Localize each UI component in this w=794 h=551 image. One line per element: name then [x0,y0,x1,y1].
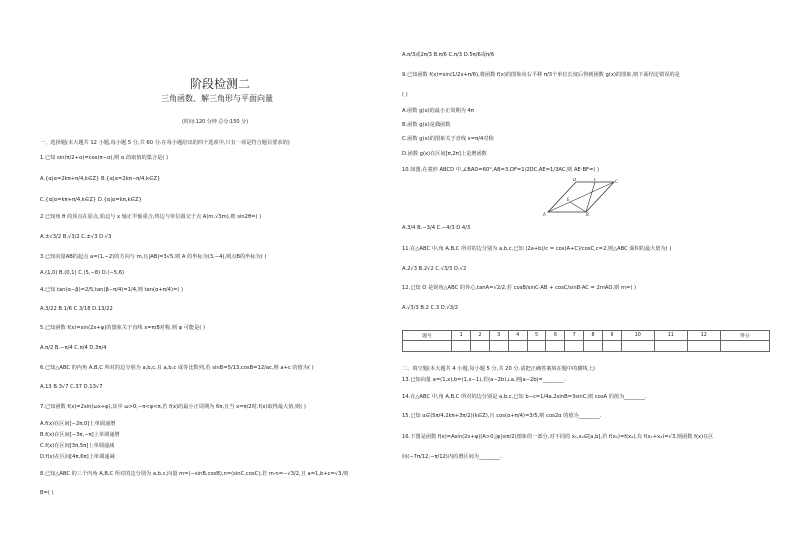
left-line: A.f(x)在区间[−2π,0]上单调递增 [40,421,116,427]
answer-cell[interactable] [654,341,687,352]
answer-cell[interactable] [602,341,621,352]
left-line: A.±√3/2 B.√3/2 C.±√3 D.√3 [40,234,112,240]
score-table-cell: 5 [527,331,546,341]
figure-label: A [543,212,546,217]
page-subtitle: 三角函数、解三角形与平面向量 [161,94,273,103]
right-line: 14.在△ABC 中,角 A,B,C 所对的边分别是 a,b,c,已知 b−c=1/4a,2sinB=3sinC,则 cosA 的值为________. [402,394,647,400]
page-title: 阶段检测二 [190,77,251,91]
left-line: 3.已知向量AB的起点 a=(1,−2)的方向与 m,且|AB|=3√5,则 A 的坐标为(3,−4),则点B的坐标为( ) [40,254,267,260]
left-line: B=( ) [40,490,54,496]
answer-cell[interactable] [687,341,720,352]
answer-cell[interactable] [584,341,603,352]
right-line: A.函数 g(x)的最小正周期为 4π [402,108,474,114]
rhombus-figure [540,178,620,218]
score-table-cell: 4 [508,331,527,341]
left-line: A.{α|α=2kπ+π/4,k∈Z} B.{α|α=2kπ−π/4,k∈Z} [40,176,161,182]
answer-cell[interactable] [508,341,527,352]
right-line: 10.如图,在菱形 ABCD 中,∠BAD=60°,AB=3,DF=1/2DC,AE=1/3AC,则 AE·BF=( ) [402,167,600,173]
score-table-cell: 3 [489,331,508,341]
score-table-cell: 2 [471,331,490,341]
right-line: 15.已知 α∈(5π/4,2kπ+3π/2)(k∈Z),且 cos(α+π/4)=3/5,则 cos2α 的值为________. [402,413,602,419]
answer-cell[interactable] [471,341,490,352]
answer-cell[interactable] [403,341,452,352]
figure-label: E [567,197,570,202]
answer-cell[interactable] [565,341,584,352]
left-line: A.π/2 B.−π/4 C.π/4 D.3π/4 [40,345,107,351]
figure-label: C [615,179,618,184]
left-line: A.(1,0) B.(0,1) C.(5,−8) D.(−5,6) [40,270,125,276]
right-line: 12.已知 O 是锐角△ABC 的外心,tanA=√2/2,若 cosB/sinC·AB + cosC/sinB·AC = 2mAO,则 m=( ) [402,285,637,291]
score-table-cell: 11 [654,331,687,341]
left-line: 1.已知 sin(π/2+α)=cos(π−α),则 α 的取值的集合是( ) [40,155,168,161]
right-line: D.函数 g(x)在区间[π,2π]上是增函数 [402,151,487,157]
left-line: 8.已知△ABC 的三个内角 A,B,C 所对的边分别为 a,b,c,向量 m=(−sinB,cosB),n=(sinC,cosC),若 m·n=−√3/2,且 a=1,b+c=√3,则 [40,471,349,477]
right-line: 9.已知函数 f(x)=sin(1/2x+π/6),将函数 f(x)的图象向右平移 π/3个单位长度后得到函数 g(x)的图象,则下面结论错误的是 [402,72,680,78]
score-table-cell: 得分 [720,331,769,341]
left-line: C.{α|α=kπ+π/4,k∈Z} D.{α|α=kπ,k∈Z} [40,197,142,203]
score-table-cell: 题号 [403,331,452,341]
answer-cell[interactable] [546,341,565,352]
time-note: (时间:120 分钟 总分:150 分) [182,119,249,125]
right-line: A.3/4 B.−3/4 C.−4/3 D.4/3 [402,225,471,231]
right-line: C.函数 g(x)的图象关于直线 x=π/4对称 [402,136,494,142]
left-line: D.f(x)在区间[4π,6π]上单调递减 [40,454,115,460]
right-line: 11.在△ABC 中,角 A,B,C 所对的边分别为 a,b,c,已知 (2a+b)/c = cos(A+C)/cosC,c=2,则△ABC 面积的最大值为( ) [402,246,672,252]
score-table-cell: 9 [602,331,621,341]
left-line: 4.已知 tan(α−β)=2/5,tan(β−π/4)=1/4,则 tan(α+π/4)=( ) [40,287,184,293]
left-line: 5.已知函数 f(x)=sin(2x+φ)的图象关于直线 x=π/8对称,则 φ 可能是( ) [40,325,205,331]
answer-cell[interactable] [621,341,654,352]
left-line: 2.已知角 θ 的顶点在原点,始边与 x 轴正半轴重合,终边与单位圆交于点 A(m,√3m),则 sin2θ=( ) [40,214,262,220]
right-line: B.函数 g(x)是偶函数 [402,122,451,128]
score-table-cell: 8 [584,331,603,341]
figure-label: B [586,212,589,217]
left-line: B.f(x)在区间[−3π,−π]上单调递增 [40,432,120,438]
right-line: 13.已知向量 a=(1,x),b=(1,x−1),若(a−2b)⊥a,则|a−2b|=________. [402,377,566,383]
figure-label: F [594,178,597,182]
answer-cell[interactable] [527,341,546,352]
left-line: 7.已知函数 f(x)=2sin(ωx+φ),其中 ω>0,−π<φ<π,若 f(x)的最小正周期为 6π,且当 x=π/2时,f(x)取得最大值,则( ) [40,404,306,410]
answer-cell[interactable] [720,341,769,352]
section1-heading: 一、选择题(本大题共 12 小题,每小题 5 分,共 60 分.在每小题给出的四个选项中,只有一项是符合题目要求的) [40,140,290,146]
score-table-cell: 7 [565,331,584,341]
right-line: 间(−7π/12,−π/12)内的增区间为________. [402,454,502,460]
left-line: A.13 B.3√7 C.37 D.13√7 [40,384,103,390]
right-line: A.π/3或2π/3 B.π/6 C.π/3 D.5π/6或π/6 [402,52,495,58]
answer-cell[interactable] [489,341,508,352]
score-table-cell: 12 [687,331,720,341]
left-line: C.f(x)在区间[3π,5π]上单调递减 [40,443,115,449]
score-table-header-row [403,331,770,341]
score-table-cell: 1 [452,331,471,341]
score-table-cell: 10 [621,331,654,341]
answer-cell[interactable] [452,341,471,352]
right-line: A.2√3 B.2√2 C.√3/3 D.√2 [402,266,467,272]
left-line: A.3/22 B.1/6 C.3/18 D.13/22 [40,306,113,312]
right-line: 二、填空题(本大题共 4 小题,每小题 5 分,共 20 分.请把正确答案填在题中的横线上) [402,366,595,372]
score-table-cell: 6 [546,331,565,341]
left-line: 6.已知△ABC 的内角 A,B,C 所对的边分别为 a,b,c,且 a,b,c 成等比数列,若 sinB=5/13,cosB=12/ac,则 a+c 的值为( ) [40,365,314,371]
right-line: A.√3/3 B.2 C.3 D.√3/2 [402,305,459,311]
figure-label: D [573,178,577,182]
score-table-answer-row [403,341,770,352]
right-line: 16.下图是函数 f(x)=Asin(2x+φ)(A>0,|φ|≤π/2)图象的一部分,对不同的 x₁,x₂∈[a,b],若 f(x₁)=f(x₂),有 f(x₁+x₂)=√3,则函数 f(x)在区 [402,434,714,440]
score-table [402,330,770,352]
right-line: ( ) [402,92,408,98]
